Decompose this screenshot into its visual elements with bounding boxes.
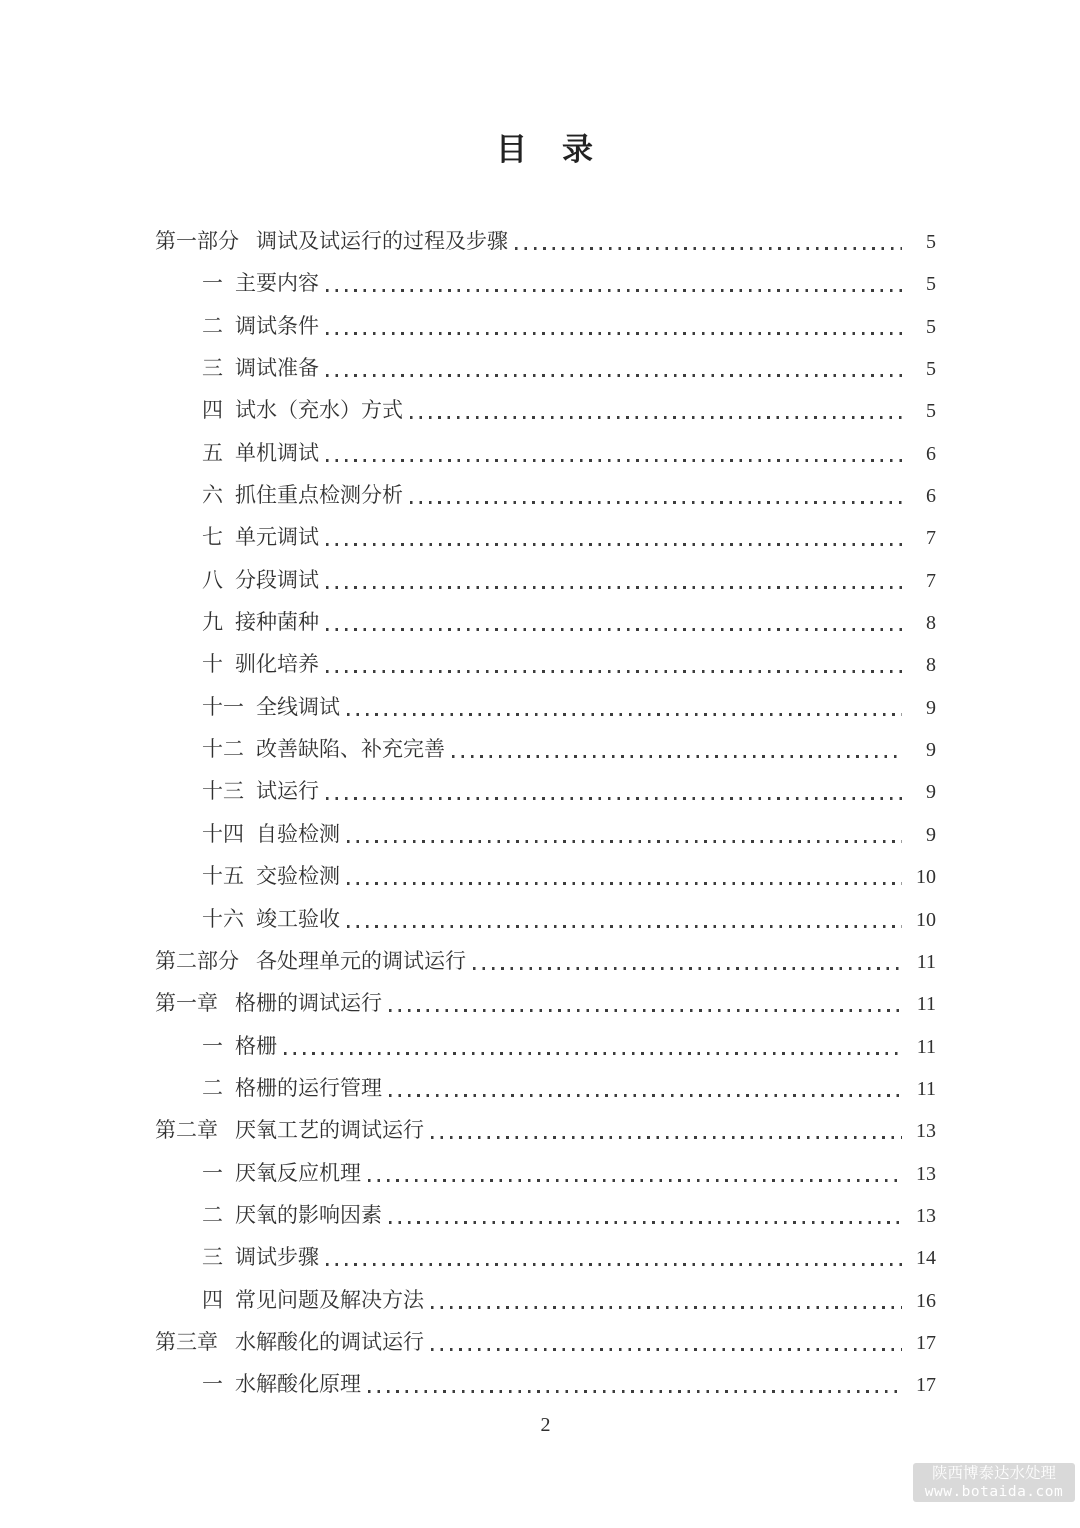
toc-leader-dots xyxy=(347,925,902,928)
toc-leader-dots xyxy=(326,797,902,800)
toc-entry-page: 11 xyxy=(916,993,936,1016)
toc-entry-title: 主要内容 xyxy=(235,271,319,296)
toc-entry-num: 十 xyxy=(202,652,223,677)
toc-leader-dots xyxy=(389,1221,902,1224)
toc-leader-dots xyxy=(431,1306,902,1309)
toc-leader-dots xyxy=(431,1348,902,1351)
toc-leader-dots xyxy=(326,1263,902,1266)
toc-entry xyxy=(155,686,936,728)
toc-entry-page: 11 xyxy=(916,1035,936,1058)
toc-entry-page: 13 xyxy=(916,1162,936,1185)
toc-entry-num: 五 xyxy=(202,440,223,465)
toc-entry-title: 竣工验收 xyxy=(256,906,340,931)
toc-entry xyxy=(155,1067,936,1109)
toc-entry-num: 四 xyxy=(202,398,223,423)
toc-entry xyxy=(155,855,936,897)
toc-entry-title: 常见问题及解决方法 xyxy=(235,1287,424,1312)
toc-entry-page: 8 xyxy=(926,654,936,677)
toc-leader-dots xyxy=(284,1052,902,1055)
toc-entry-num: 一 xyxy=(202,1160,223,1185)
toc-entry xyxy=(155,1363,936,1405)
toc-entry xyxy=(155,1025,936,1067)
toc-entry-num: 六 xyxy=(202,483,223,508)
toc-entry-page: 10 xyxy=(916,908,936,931)
toc-leader-dots xyxy=(473,967,902,970)
toc-entry-page: 9 xyxy=(926,781,936,804)
toc-entry-title: 格栅 xyxy=(235,1033,277,1058)
toc-entry-num: 第一部分 xyxy=(155,229,239,253)
toc-entry-title: 格栅的运行管理 xyxy=(235,1075,382,1100)
toc-entry xyxy=(155,220,936,262)
toc-entry xyxy=(155,262,936,304)
toc-leader-dots xyxy=(326,332,902,335)
toc-entry xyxy=(155,601,936,643)
toc-entry-num: 三 xyxy=(202,356,223,381)
toc-leader-dots xyxy=(368,1179,902,1182)
toc-leader-dots xyxy=(410,416,902,419)
toc-leader-dots xyxy=(347,840,902,843)
toc-entry xyxy=(155,1279,936,1321)
toc-leader-dots xyxy=(515,247,902,250)
footer-page-number: 2 xyxy=(540,1414,551,1436)
toc-entry xyxy=(155,389,936,431)
toc-entry-page: 11 xyxy=(916,950,936,973)
toc-entry xyxy=(155,728,936,770)
toc-entry-title: 厌氧的影响因素 xyxy=(235,1202,382,1227)
toc-entry-num: 第二章 xyxy=(155,1118,218,1143)
toc-entry-title: 调试及试运行的过程及步骤 xyxy=(256,229,508,253)
toc-entry-page: 7 xyxy=(926,569,936,592)
toc-entry-page: 17 xyxy=(916,1374,936,1397)
toc-entry-num: 四 xyxy=(202,1287,223,1312)
toc-entry-num: 十五 xyxy=(202,864,244,889)
toc-entry-title: 厌氧反应机理 xyxy=(235,1160,361,1185)
toc-entry-num: 一 xyxy=(202,1033,223,1058)
toc-leader-dots xyxy=(326,670,902,673)
toc-entry xyxy=(155,516,936,558)
toc-entry-num: 八 xyxy=(202,567,223,592)
toc-entry xyxy=(155,1152,936,1194)
toc-leader-dots xyxy=(347,882,902,885)
toc-entry-title: 交验检测 xyxy=(256,864,340,889)
toc-entry-num: 第三章 xyxy=(155,1329,218,1354)
toc-entry xyxy=(155,559,936,601)
toc-entry xyxy=(155,898,936,940)
toc-entry-title: 全线调试 xyxy=(256,694,340,719)
toc-entry xyxy=(155,813,936,855)
toc-entry-title: 试水（充水）方式 xyxy=(235,398,403,423)
toc-leader-dots xyxy=(389,1094,902,1097)
toc-entry-page: 9 xyxy=(926,696,936,719)
toc-entry-num: 二 xyxy=(202,1075,223,1100)
toc-entry-page: 9 xyxy=(926,739,936,762)
toc-entry-page: 5 xyxy=(926,400,936,423)
toc-entry-num: 第一章 xyxy=(155,991,218,1016)
toc-leader-dots xyxy=(326,543,902,546)
toc-leader-dots xyxy=(326,374,902,377)
toc-leader-dots xyxy=(347,713,902,716)
toc-entry-page: 5 xyxy=(926,315,936,338)
toc-entry-title: 调试准备 xyxy=(235,356,319,381)
toc-entry-num: 九 xyxy=(202,610,223,635)
toc-entry-num: 三 xyxy=(202,1245,223,1270)
toc-entry xyxy=(155,982,936,1024)
toc-leader-dots xyxy=(431,1136,902,1139)
toc-entry-title: 分段调试 xyxy=(235,567,319,592)
toc-entry xyxy=(155,643,936,685)
toc-entry-page: 14 xyxy=(916,1247,936,1270)
toc-entry xyxy=(155,305,936,347)
toc-entry-title: 格栅的调试运行 xyxy=(235,991,382,1016)
toc-entry xyxy=(155,432,936,474)
toc-entry-page: 5 xyxy=(926,358,936,381)
toc-entry xyxy=(155,1109,936,1151)
toc-entry-page: 7 xyxy=(926,527,936,550)
toc-entry-title: 调试步骤 xyxy=(235,1245,319,1270)
toc-entry xyxy=(155,940,936,982)
toc-entry-page: 17 xyxy=(916,1331,936,1354)
toc-entry-title: 驯化培养 xyxy=(235,652,319,677)
toc-entry-num: 十三 xyxy=(202,779,244,804)
watermark-url: www.botaida.com xyxy=(924,1484,1064,1500)
toc-entry xyxy=(155,1321,936,1363)
toc-entry-num: 一 xyxy=(202,271,223,296)
toc-entry-num: 第二部分 xyxy=(155,948,239,973)
toc-entry-page: 9 xyxy=(926,823,936,846)
toc-entry-title: 水解酸化原理 xyxy=(235,1372,361,1397)
toc-leader-dots xyxy=(389,1009,902,1012)
toc-entry xyxy=(155,1236,936,1278)
toc-leader-dots xyxy=(368,1390,902,1393)
toc-entry-title: 试运行 xyxy=(256,779,319,804)
watermark-company: 陕西博泰达水处理 xyxy=(931,1465,1056,1482)
toc-entry-page: 13 xyxy=(916,1204,936,1227)
toc-entry-page: 5 xyxy=(926,231,936,253)
toc-entry-num: 十六 xyxy=(202,906,244,931)
toc-entry-num: 二 xyxy=(202,313,223,338)
toc-entry-page: 10 xyxy=(916,866,936,889)
toc-entry xyxy=(155,770,936,812)
toc-entry-page: 6 xyxy=(926,485,936,508)
toc-entry-page: 16 xyxy=(916,1289,936,1312)
toc-entry-page: 8 xyxy=(926,612,936,635)
toc-entry-title: 自验检测 xyxy=(256,821,340,846)
toc-entry-title: 单机调试 xyxy=(235,440,319,465)
toc-leader-dots xyxy=(452,755,902,758)
toc-entry-title: 水解酸化的调试运行 xyxy=(235,1329,424,1354)
watermark-badge xyxy=(913,1463,1075,1502)
toc-leader-dots xyxy=(326,586,902,589)
toc-entry-num: 一 xyxy=(202,1372,223,1397)
toc-entry-page: 11 xyxy=(916,1077,936,1100)
toc-entry-num: 二 xyxy=(202,1202,223,1227)
toc-entry-page: 13 xyxy=(916,1120,936,1143)
toc-entry-title: 改善缺陷、补充完善 xyxy=(256,737,445,762)
toc-list xyxy=(155,220,936,1406)
page-title: 目 录 xyxy=(496,132,595,167)
toc-entry-num: 十一 xyxy=(202,694,244,719)
toc-entry xyxy=(155,1194,936,1236)
toc-entry-title: 各处理单元的调试运行 xyxy=(256,948,466,973)
toc-entry-title: 接种菌种 xyxy=(235,610,319,635)
toc-leader-dots xyxy=(326,289,902,292)
toc-entry-page: 5 xyxy=(926,273,936,296)
toc-entry-title: 抓住重点检测分析 xyxy=(235,483,403,508)
toc-entry xyxy=(155,474,936,516)
toc-entry xyxy=(155,347,936,389)
toc-entry-title: 调试条件 xyxy=(235,313,319,338)
toc-entry-num: 十四 xyxy=(202,821,244,846)
toc-leader-dots xyxy=(326,628,902,631)
toc-entry-num: 七 xyxy=(202,525,223,550)
toc-entry-page: 6 xyxy=(926,442,936,465)
toc-entry-title: 单元调试 xyxy=(235,525,319,550)
toc-entry-num: 十二 xyxy=(202,737,244,762)
toc-leader-dots xyxy=(326,459,902,462)
toc-leader-dots xyxy=(410,501,902,504)
toc-entry-title: 厌氧工艺的调试运行 xyxy=(235,1118,424,1143)
